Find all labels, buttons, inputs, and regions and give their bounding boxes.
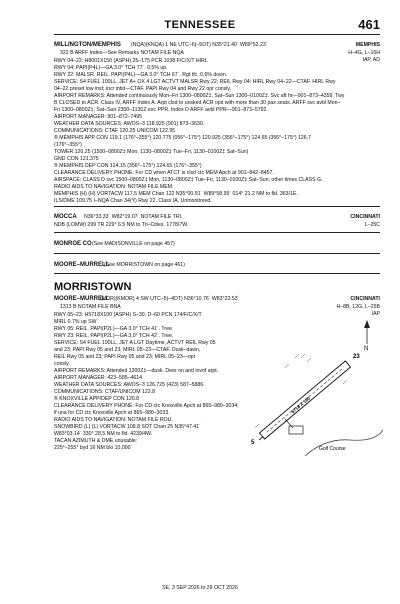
airport-line2: 322 B ARFF Index—See Remarks NOTAM FILE NQA — [60, 50, 184, 56]
detail-line: W83°03.14´ 330° 28.5 NM to fld. 4239/4W. — [54, 431, 153, 437]
chart-ref-cincinnati: CINCINNATI — [350, 214, 380, 220]
detail-line: B CLOSED to ACR. Class IV, ARFF Index A. Arpt clsd to unsked ACR ops with more than 30 pax seats. ARFF svc avbl Mon– — [54, 100, 341, 106]
monroe-note: (See MADISONVILLE on page 457) — [92, 241, 175, 247]
detail-line: GND CON 121.375 — [54, 156, 99, 162]
detail-line: ® MEMPHIS DEP CON 124.15 (356°–175°) 124.65 (176°–355°) — [54, 163, 202, 169]
airport-title-moore-murrell: MOORE–MURRELL — [54, 296, 110, 302]
airport-title-moore-ref: MOORE–MURRELL — [54, 262, 110, 268]
chart-ref-cincinnati-2: CINCINNATI — [350, 296, 380, 302]
detail-line: RADIO AIDS TO NAVIGATION: NOTAM FILE MEM. — [54, 184, 174, 190]
detail-line: CLEARANCE DELIVERY PHONE: For CD when ATCT is clsd ctc MEM Apch at 901–842–8457. — [54, 170, 274, 176]
detail-line: AIRPORT MANAGER: 901–872–7495 — [54, 114, 143, 120]
detail-line: COMMUNICATIONS: CTAF 120.25 UNICOM 122.95 — [54, 128, 176, 134]
section-rule — [54, 273, 380, 274]
detail-line: MIRL 0.7% up SW — [54, 319, 97, 325]
chart-ref-memphis: MEMPHIS — [355, 42, 380, 48]
road — [305, 430, 383, 456]
golf-course-label: Golf Course — [319, 446, 346, 452]
section-rule — [54, 206, 380, 207]
detail-line: REIL Rwy 05 and 23; PAPI Rwy 05 and 23; MIRL 05–23—opr — [54, 354, 196, 360]
detail-line: AIRPORT REMARKS: Attended continuously Mon–Fri 1300–0800Z‡, Sat–Sun 1300–0100Z‡. Svc aft hr—901–873–4359. Twy — [54, 93, 345, 99]
terrain-marks — [255, 354, 347, 432]
detail-line: and 23; PAPI Rwy 05 and 23; MIRL 05–23—CTAF. Dusk–dawn, — [54, 347, 201, 353]
north-arrow-icon — [364, 320, 370, 352]
detail-line: SERVICE: S4 FUEL 100LL, JET A+ OX 4 LGT ACTVT MALSR Rwy 22; REIL Rwy 04; HIRL Rwy 04–22—CTAF. HIRL Rwy — [54, 79, 336, 85]
header-rule — [54, 34, 380, 35]
apron — [289, 426, 303, 434]
detail-line: TACAN AZIMUTH & DME unusable: — [54, 438, 138, 444]
detail-line: AIRPORT MANAGER: 423–585–4614 — [54, 375, 143, 381]
moore-ref-note: (See MORRISTOWN on page 461) — [104, 262, 185, 268]
detail-line: consly. — [54, 361, 70, 367]
detail-line: Fri 1300–0800Z‡, Sat–Sun 2300–1130Z exc PPR. Index D ARFF avbl PPR—901–873–5792. — [54, 107, 268, 113]
airport-title-monroe: MONROE CO — [54, 241, 92, 247]
detail-line: COMMUNICATIONS: CTAF/UNICOM 122.8 — [54, 389, 155, 395]
airport-ident-line: (NQA)(KNQA) 1 NE UTC–6(–5DT) N35°21.40´ W89°52.23´ — [131, 42, 268, 48]
detail-line: WEATHER DATA SOURCES: AWOS–3 126.725 (423) 587–5886. — [54, 382, 205, 388]
detail-line: ® MEMPHIS APP CON 119.1 (176°–355°) 120.775 (056°–175°) 120.925 (356°–175°) 124.65 (356°–175°) 126.7 — [54, 135, 311, 141]
detail-line: 225°–255° byd 16 NM blo 10,000´ — [54, 445, 133, 451]
runway-end-23: 23 — [353, 354, 360, 360]
detail-line: 04–22 preset low inst; incr intst—CTAF. PAPI Rwy 04 and Rwy 22 opr consly. — [54, 86, 232, 92]
detail-line: SERVICE: S4 FUEL 100LL, JET A LGT Daytime, ACTVT REIL Rwy 05 — [54, 340, 216, 346]
detail-line: CLEARANCE DELIVERY PHONE: For CD ctc Knoxville Apch at 865–980–3034; — [54, 403, 239, 409]
detail-line: SNOWBIRD (L) (L) VORTACW 108.8 SOT Chan 25 N35°47.41´ — [54, 424, 201, 430]
detail-line: if una for CD ctc Knoxville Apch at 865–980–3033. — [54, 410, 170, 416]
detail-line: MEMPHIS (H) (H) VORTACW 117.5 MEM Chan 122 N35°00.91´ W89°58.99´ 014° 21.2 NM to fld. 363/1E. — [54, 191, 298, 197]
detail-line: ILS/DME 109.75 I–NQA Chan 34(Y) Rwy 22. Class IA. Unmonitored. — [54, 198, 212, 204]
detail-line: WEATHER DATA SOURCES: AWOS–3 118.925 (901) 873–3630. — [54, 121, 205, 127]
morristown-ident-line: (MOR)(KMOR) 4 SW UTC–5(–4DT) N36°10.76´ W83°22.53´ — [100, 296, 240, 302]
detail-line: RWY 22: MALSR. REIL. PAPI(P4L)—GA 3.0° TCH 67´. Rgt tfc. 0.6% down. — [54, 72, 228, 78]
detail-line: RWY 04–22: H8001X150 (ASPH) 25–175 PCR 1038 F/C/X/T HIRL — [54, 58, 208, 64]
detail-line: TOWER 120.25 (1500–0800Z‡ Mon, 1130–0800Z‡ Tue–Fri, 1130–0100Z‡ Sat–Sun) — [54, 149, 249, 155]
detail-line: AIRPORT REMARKS: Attended 1300Z‡—dusk. Deer on and invof arpt. — [54, 368, 219, 374]
chart-ref-iap: IAP, AD — [362, 57, 380, 63]
section-rule — [54, 253, 380, 254]
page-number: 461 — [358, 17, 380, 32]
page-header-state: TENNESSEE — [164, 19, 236, 31]
runway-dimension-label: 5718 X 100 — [290, 395, 312, 415]
airport-title-millington: MILLINGTON/MEMPHIS — [54, 42, 121, 48]
north-label: N — [364, 346, 369, 352]
airport-diagram — [235, 318, 385, 463]
airport-title-mocca: MOCCA — [54, 214, 77, 220]
detail-line: RWY 05: REIL. PAPI(P2L)—GA 3.0° TCH 41´. Tree. — [54, 326, 174, 332]
detail-line: RWY 23: REIL. PAPI(P2L)—GA 3.0° TCH 42´. Tree. — [54, 333, 174, 339]
section-rule — [54, 232, 380, 233]
detail-line: ® KNOXVILLE APP/DEP CON 120.8 — [54, 396, 140, 402]
chart-ref-h8b: H–8B, 12G, L–25B — [336, 304, 380, 310]
detail-line: AIRSPACE: CLASS D svc 1500–0800Z‡ Mon, 1130–0800Z‡ Tue–Fri, 1130–0100Z‡ Sat–Sun; other times CLASS G. — [54, 177, 323, 183]
runway-05-23 — [260, 361, 351, 439]
chart-ref-l25c: L–25C — [364, 222, 380, 228]
city-heading: MORRISTOWN — [54, 281, 132, 293]
mocca-line1: N36°33.33´ W82°19.07´ NOTAM FILE TRI. — [84, 214, 183, 220]
mocca-line2: NDB (LOMW) 299 TR 229° 6.5 NM to Tri–Cities. 1778/7W. — [54, 222, 189, 228]
detail-line: RADIO AIDS TO NAVIGATION: NOTAM FILE ROU. — [54, 417, 173, 423]
morristown-line2: 1313 B NOTAM FILE BNA — [60, 304, 121, 310]
detail-line: (176°–355°) — [54, 142, 82, 148]
detail-line: RWY 05–23: H5718X100 (ASPH) S–30, D–60 PCN 174/F/C/X/T — [54, 312, 202, 318]
detail-line: RWY 04: PAPI(P4L)—GA 3.0° TCH 77´. 0.5% up. — [54, 65, 168, 71]
page-footer: SE, 3 SEP 2026 to 29 OCT 2026 — [162, 585, 238, 591]
chart-ref-iap-2: IAP — [371, 311, 380, 317]
chart-ref-enroute: H–4G, L–16H — [348, 50, 380, 56]
runway-end-5: 5 — [251, 440, 255, 446]
